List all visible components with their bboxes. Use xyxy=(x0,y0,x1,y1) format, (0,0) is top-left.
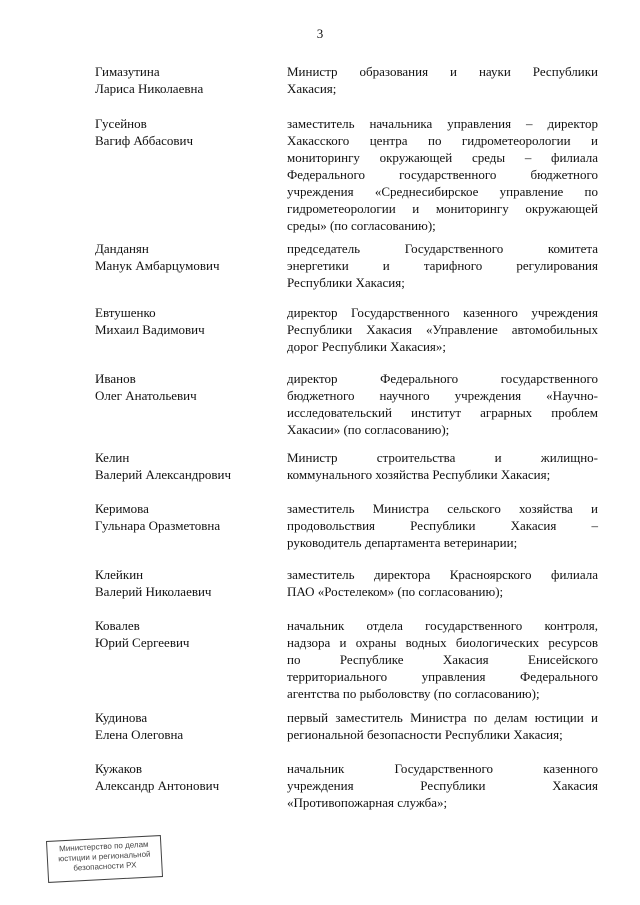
member-position xyxy=(287,709,598,743)
member-name-line: Гусейнов xyxy=(95,116,147,131)
member-name xyxy=(95,304,275,338)
member-name-line: Керимова xyxy=(95,501,149,516)
member-name xyxy=(95,63,275,97)
member-position-line: начальник отдела государственного контроля, xyxy=(287,618,598,633)
member-name-line: Александр Антонович xyxy=(95,778,220,793)
member-position xyxy=(287,617,598,702)
member-position-line: заместитель директора Красноярского филиала xyxy=(287,567,598,582)
member-position-line: исследовательский институт аграрных проблем xyxy=(287,405,598,420)
member-position xyxy=(287,304,598,355)
member-name-line: Елена Олеговна xyxy=(95,727,184,742)
member-position-line: агентства по рыболовству (по согласованию); xyxy=(287,686,540,701)
member-position-line: продовольствия Республики Хакасия – xyxy=(287,518,598,533)
member-position-line: энергетики и тарифного регулирования xyxy=(287,258,598,273)
member-position-line: заместитель начальника управления – директор xyxy=(287,116,598,131)
member-name xyxy=(95,709,275,743)
member-name-line: Олег Анатольевич xyxy=(95,388,197,403)
member-name-line: Валерий Николаевич xyxy=(95,584,212,599)
member-position xyxy=(287,115,598,234)
member-position-line: председатель Государственного комитета xyxy=(287,241,598,256)
member-position-line: среды» (по согласованию); xyxy=(287,218,436,233)
member-name-line: Клейкин xyxy=(95,567,144,582)
member-position-line: территориального управления Федерального xyxy=(287,669,598,684)
member-position-line: первый заместитель Министра по делам юстиции и xyxy=(287,710,598,725)
member-name-line: Гимазутина xyxy=(95,64,160,79)
member-name xyxy=(95,500,275,534)
member-position-line: бюджетного научного учреждения «Научно- xyxy=(287,388,598,403)
member-position xyxy=(287,760,598,811)
stamp-line: Министерство по делам xyxy=(58,839,149,854)
member-position-line: Республики Хакасия «Управление автомобильных xyxy=(287,322,598,337)
member-name xyxy=(95,760,275,794)
member-name xyxy=(95,617,275,651)
member-name-line: Юрий Сергеевич xyxy=(95,635,190,650)
member-position-line: гидрометеорологии и мониторингу окружающей xyxy=(287,201,598,216)
member-position xyxy=(287,63,598,97)
member-position-line: директор Федерального государственного xyxy=(287,371,598,386)
member-name-line: Валерий Александрович xyxy=(95,467,232,482)
member-position-line: учреждения «Среднесибирское управление по xyxy=(287,184,598,199)
member-name xyxy=(95,449,275,483)
member-name-line: Михаил Вадимович xyxy=(95,322,205,337)
member-name-line: Гульнара Оразметовна xyxy=(95,518,221,533)
member-name-line: Манук Амбарцумович xyxy=(95,258,220,273)
member-position-line: ПАО «Ростелеком» (по согласованию); xyxy=(287,584,504,599)
member-position-line: Министр строительства и жилищно- xyxy=(287,450,598,465)
stamp xyxy=(46,835,163,883)
member-position-line: региональной безопасности Республики Хакасия; xyxy=(287,727,563,742)
member-position-line: дорог Республики Хакасия»; xyxy=(287,339,447,354)
member-name xyxy=(95,370,275,404)
member-position-line: Хакасского центра по гидрометеорологии и xyxy=(287,133,598,148)
member-name xyxy=(95,566,275,600)
member-name-line: Вагиф Аббасович xyxy=(95,133,194,148)
member-name-line: Кужаков xyxy=(95,761,143,776)
member-position-line: директор Государственного казенного учреждения xyxy=(287,305,598,320)
page-number: 3 xyxy=(316,26,324,41)
member-position xyxy=(287,240,598,291)
member-name xyxy=(95,240,275,274)
member-position-line: учреждения Республики Хакасия xyxy=(287,778,598,793)
stamp-line: юстиции и региональной xyxy=(58,849,151,864)
member-name-line: Иванов xyxy=(95,371,136,386)
member-position-line: мониторингу окружающей среды – филиала xyxy=(287,150,598,165)
stamp-line: безопасности РХ xyxy=(73,860,137,873)
member-position xyxy=(287,500,598,551)
member-name-line: Кудинова xyxy=(95,710,148,725)
member-position-line: Хакасия; xyxy=(287,81,337,96)
member-position-line: руководитель департамента ветеринарии; xyxy=(287,535,518,550)
member-name-line: Данданян xyxy=(95,241,149,256)
member-position-line: начальник Государственного казенного xyxy=(287,761,598,776)
member-position-line: Федерального государственного бюджетного xyxy=(287,167,598,182)
member-position-line: надзора и охраны водных биологических ресурсов xyxy=(287,635,598,650)
member-name-line: Лариса Николаевна xyxy=(95,81,204,96)
member-name-line: Евтушенко xyxy=(95,305,156,320)
member-position-line: Министр образования и науки Республики xyxy=(287,64,598,79)
member-position-line: «Противопожарная служба»; xyxy=(287,795,448,810)
member-position-line: по Республике Хакасия Енисейского xyxy=(287,652,598,667)
member-position-line: Хакасии» (по согласованию); xyxy=(287,422,450,437)
member-position xyxy=(287,566,598,600)
member-position-line: заместитель Министра сельского хозяйства и xyxy=(287,501,598,516)
member-name-line: Ковалев xyxy=(95,618,140,633)
member-name xyxy=(95,115,275,149)
member-position xyxy=(287,449,598,483)
member-position-line: коммунального хозяйства Республики Хакасия; xyxy=(287,467,551,482)
member-position xyxy=(287,370,598,438)
member-position-line: Республики Хакасия; xyxy=(287,275,405,290)
member-name-line: Келин xyxy=(95,450,130,465)
